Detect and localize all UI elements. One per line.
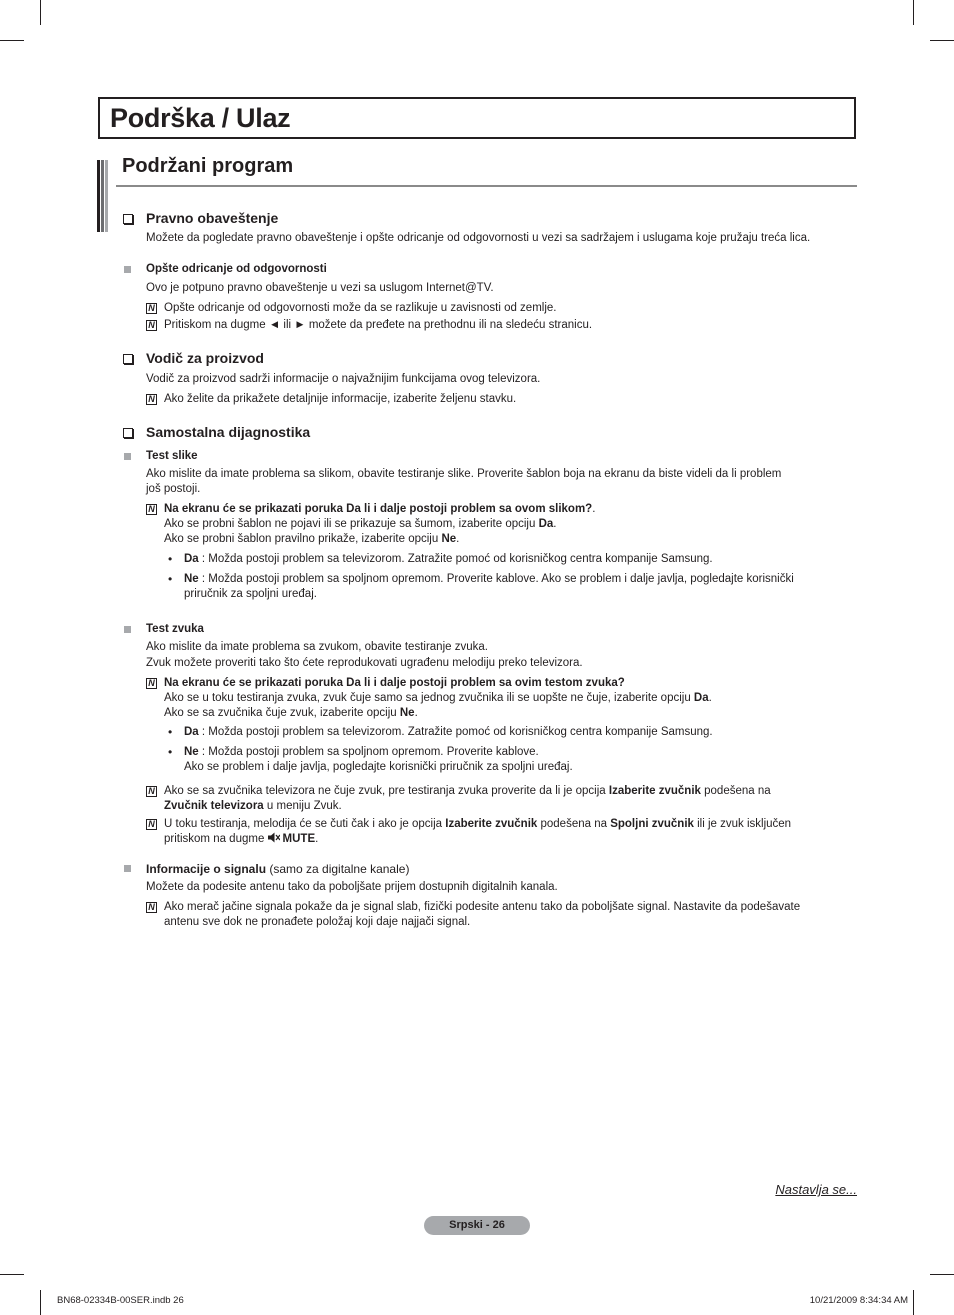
dot-bullet: • [168,552,173,566]
note-zvucnik-2: U toku testiranja, melodija će se čuti čak i ako je opcija Izaberite zvučnik podešena na Spoljni zvučnik ili je zvuk isključen [164,818,792,830]
text-pravno: Možete da pogledate pravno obaveštenje i opšte odricanje od odgovornosti u vezi sa sadržajem i uslugama koje pružaju treća lica. [146,232,811,244]
note-icon: N [146,303,157,314]
text-slike-1: Ako mislite da imate problema sa slikom, obavite testiranje slike. Proverite šablon boja na ekranu da biste videli da li problem [146,468,782,480]
text-vodic: Vodič za proizvod sadrži informacije o najvažnijim funkcijama ovog televizora. [146,373,541,385]
page-title-box [98,97,856,139]
note-icon: N [146,786,157,797]
text-zvuka-3: Ako se u toku testiranja zvuka, zvuk čuje samo sa jednog zvučnika ili se uopšte ne čuje, izaberite opciju Da. [164,692,712,704]
note-signal-2: antenu sve dok ne pronađete položaj koji daje najjači signal. [164,916,471,928]
footer-file: BN68-02334B-00SER.indb 26 [57,1295,184,1306]
square-bullet-icon [124,626,131,633]
square-bullet-icon [124,266,131,273]
note-icon: N [146,394,157,405]
subheading-test-slike: Test slike [146,450,198,462]
bullet-zvuka-ne: Ne : Možda postoji problem sa spoljnom opremom. Proverite kablove. [184,746,539,758]
crop-mark [0,40,24,41]
subheading-test-zvuka: Test zvuka [146,623,204,635]
text-zvuka-4: Ako se sa zvučnika čuje zvuk, izaberite opciju Ne. [164,707,418,719]
text-odricanje: Ovo je potpuno pravno obaveštenje u vezi sa uslugom Internet@TV. [146,282,494,294]
section-title: Podržani program [122,155,294,177]
note-zvucnik-1: Ako se sa zvučnika televizora ne čuje zvuk, pre testiranja zvuka proverite da li je opcija Izaberite zvučnik podešena na [164,785,771,797]
note-odricanje-1: Opšte odricanje od odgovornosti može da se razlikuje u zavisnosti od zemlje. [164,302,557,314]
text-zvuka-2: Zvuk možete proveriti tako što ćete reprodukovati ugrađenu melodiju preko televizora. [146,657,583,669]
crop-mark [913,0,914,25]
text-zvuka-1: Ako mislite da imate problema sa zvukom, obavite testiranje zvuka. [146,641,488,653]
checkbox-bullet-icon [123,428,133,438]
text-signal: Možete da podesite antenu tako da poboljšate prijem dostupnih digitalnih kanala. [146,881,558,893]
note-icon: N [146,819,157,830]
note-icon: N [146,504,157,515]
crop-mark [0,1274,24,1275]
crop-mark [913,1290,914,1315]
note-zvuka: Na ekranu će se prikazati poruka Da li i dalje postoji problem sa ovim testom zvuka? [164,677,625,689]
note-vodic: Ako želite da prikažete detaljnije informacije, izaberite željenu stavku. [164,393,517,405]
crop-mark [40,0,41,25]
text-slike-4: Ako se probni šablon pravilno prikaže, izaberite opciju Ne. [164,533,460,545]
bullet-zvuka-da: Da : Možda postoji problem sa televizorom. Zatražite pomoć od korisničkog centra kompanije Samsung. [184,726,713,738]
bullet-slike-da: Da : Možda postoji problem sa televizorom. Zatražite pomoć od korisničkog centra kompanije Samsung. [184,553,713,565]
note-slike: Na ekranu će se prikazati poruka Da li i dalje postoji problem sa ovom slikom?. [164,503,596,515]
note-icon: N [146,320,157,331]
subheading-signal: Informacije o signalu (samo za digitalne kanale) [146,862,410,876]
section-divider [116,185,857,187]
text-slike-2: još postoji. [146,483,201,495]
note-odricanje-2: Pritiskom na dugme ◄ ili ► možete da pređete na prethodnu ili na sledeću stranicu. [164,319,593,331]
bullet-zvuka-ne-2: Ako se problem i dalje javlja, pogledajte korisnički priručnik za spoljni uređaj. [184,761,573,773]
note-signal-1: Ako merač jačine signala pokaže da je signal slab, fizički podesite antenu tako da poboljšate signal. Nastavite da podešavate [164,901,801,913]
heading-vodic: Vodič za proizvod [146,350,264,366]
crop-mark [930,40,954,41]
bullet-slike-ne: Ne : Možda postoji problem sa spoljnom opremom. Proverite kablove. Ako se problem i dalje javlja, pogledajte korisnički [184,573,794,585]
heading-dijagnostika: Samostalna dijagnostika [146,424,311,440]
note-zvucnik-1b: Zvučnik televizora u meniju Zvuk. [164,800,342,812]
dot-bullet: • [168,725,173,739]
note-zvucnik-2b: pritiskom na dugme MUTE. [164,833,319,845]
crop-mark [930,1274,954,1275]
checkbox-bullet-icon [123,214,133,224]
heading-pravno: Pravno obaveštenje [146,210,279,226]
text-slike-3: Ako se probni šablon ne pojavi ili se prikazuje sa šumom, izaberite opciju Da. [164,518,557,530]
crop-mark [40,1290,41,1315]
note-icon: N [146,678,157,689]
dot-bullet: • [168,745,173,759]
mute-icon [268,832,280,843]
square-bullet-icon [124,865,131,872]
bullet-slike-ne-2: priručnik za spoljni uređaj. [184,588,317,600]
dot-bullet: • [168,572,173,586]
page-title: Podrška / Ulaz [110,103,291,133]
subheading-odricanje: Opšte odricanje od odgovornosti [146,263,327,275]
footer-timestamp: 10/21/2009 8:34:34 AM [809,1295,908,1306]
note-icon: N [146,902,157,913]
page-number: Srpski - 26 [424,1216,530,1235]
checkbox-bullet-icon [123,354,133,364]
continued-link: Nastavlja se... [775,1182,857,1197]
square-bullet-icon [124,453,131,460]
